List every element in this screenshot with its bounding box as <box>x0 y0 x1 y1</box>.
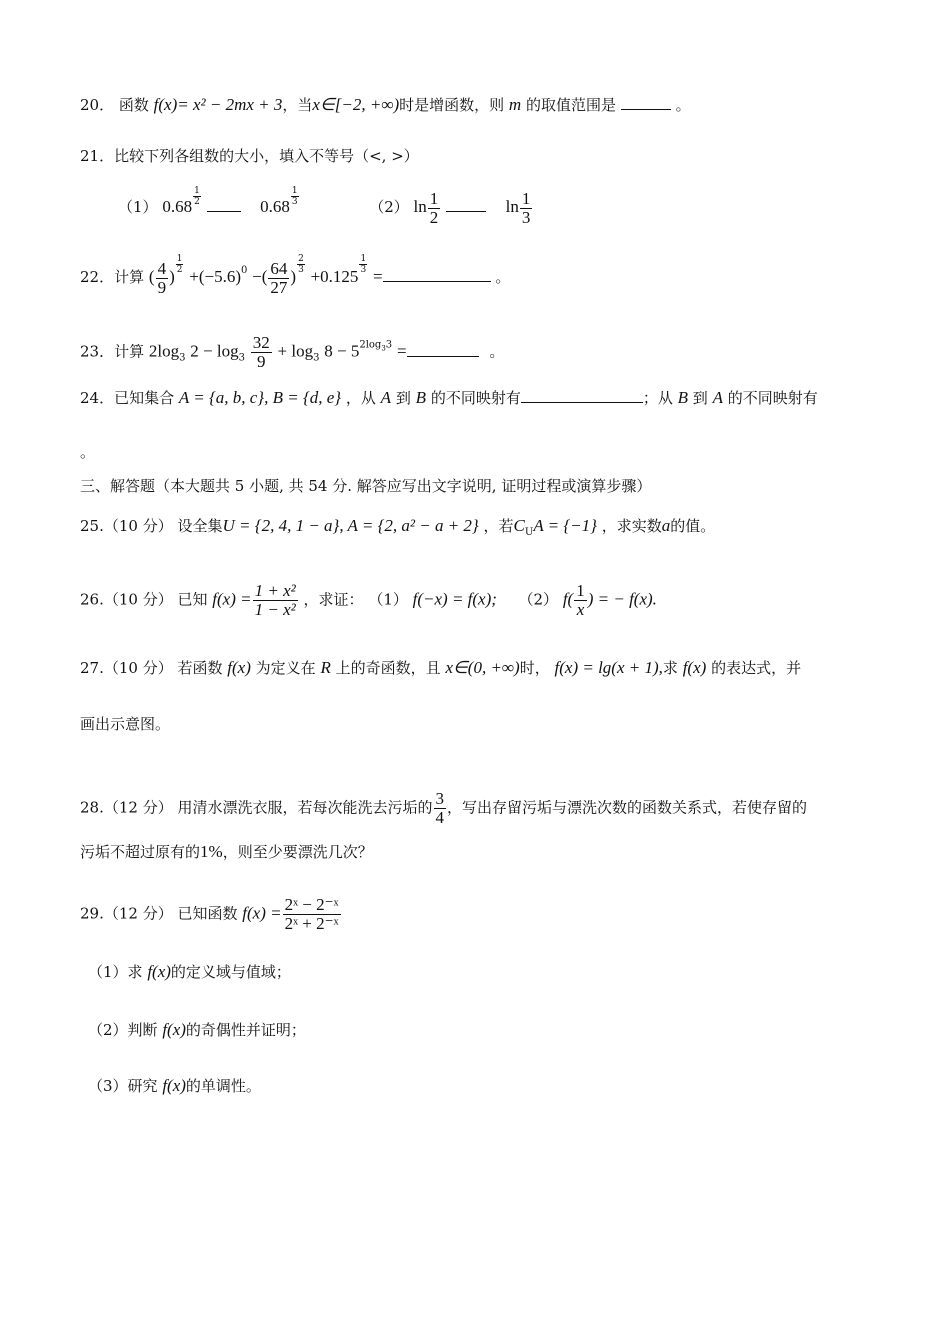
question-25 <box>80 516 715 543</box>
math-fx: f(x) <box>227 658 251 677</box>
denominator: 2 <box>429 207 439 227</box>
math-term: −( <box>252 267 268 286</box>
math-fx: f(x) <box>162 1076 186 1095</box>
part-label: （2） <box>369 198 409 216</box>
fraction <box>156 260 169 297</box>
math-symbol: C <box>513 516 525 535</box>
math-subscript: 3 <box>313 352 320 364</box>
question-number: 22． <box>80 268 115 286</box>
denominator: 1 − x² <box>254 600 296 619</box>
math-symbol: B <box>415 388 427 407</box>
math-fx: f(x) <box>682 658 707 677</box>
math-set: A = {a, b, c} <box>178 388 265 407</box>
question-text: 的不同映射有 <box>727 389 818 407</box>
math-fx: f(x) <box>153 95 178 114</box>
math-term: 2log <box>148 341 180 361</box>
fraction <box>574 582 587 619</box>
question-text: ，求证： <box>303 590 364 609</box>
question-24 <box>80 388 818 408</box>
punctuation: 。 <box>495 268 511 286</box>
question-text: 计算 <box>114 268 145 286</box>
question-text: 到 <box>692 389 708 407</box>
numerator: 3 <box>435 789 445 808</box>
punctuation: 。 <box>489 342 505 361</box>
part-label: （1） <box>368 590 408 609</box>
math-subscript: 3 <box>179 352 186 364</box>
exponent-fraction <box>193 186 201 207</box>
exponent-fraction <box>297 254 305 275</box>
denominator: 27 <box>270 277 288 297</box>
question-number: 28.（12 分） <box>80 798 173 817</box>
question-text: 函数 <box>118 96 149 114</box>
question-text: 画出示意图。 <box>80 715 171 733</box>
answer-blank[interactable] <box>207 197 241 212</box>
math-subscript: 3 <box>238 352 245 364</box>
math-term: ) <box>290 267 297 286</box>
math-exponent: 3 <box>385 339 393 351</box>
math-set: U = {2, 4, 1 − a} <box>222 516 340 535</box>
math-symbol: A <box>380 388 392 407</box>
math-set: , B = {d, e} <box>264 388 342 407</box>
exponent-fraction <box>176 254 184 275</box>
question-text: ，当 <box>282 96 313 114</box>
math-term: f(x) = <box>242 903 282 923</box>
part-label: （1）求 <box>88 963 143 981</box>
question-text: ，则至少要漂洗几次？ <box>222 843 373 861</box>
question-text: 为定义在 <box>255 659 316 677</box>
question-number: 26.（10 分） <box>80 590 173 609</box>
question-text: 已知函数 <box>177 904 238 923</box>
math-term: + log <box>277 341 314 361</box>
denominator: 3 <box>298 265 304 275</box>
question-29-part-2 <box>88 1020 306 1040</box>
question-21 <box>80 146 419 166</box>
math-term: ) = − f(x). <box>587 589 657 609</box>
denominator: 3 <box>291 197 298 207</box>
question-text: 时， <box>519 659 550 677</box>
denominator: 9 <box>157 277 167 297</box>
denominator: 4 <box>435 808 445 827</box>
math-expression: f(−x) = f(x); <box>412 589 497 609</box>
question-21-parts <box>118 186 533 227</box>
exponent-fraction <box>359 254 367 275</box>
question-26 <box>80 582 657 619</box>
math-set: , A = {2, a² − a + 2} <box>339 516 479 535</box>
part-label: （3）研究 <box>88 1077 158 1095</box>
question-text: 求 <box>662 659 678 677</box>
math-domain: x∈(0, +∞) <box>445 658 520 677</box>
denominator: 3 <box>521 207 531 227</box>
math-exponent-subscript: 3 <box>381 344 386 353</box>
question-text: 已知集合 <box>114 389 175 407</box>
question-text: ，从 <box>345 389 376 407</box>
numerator: 32 <box>252 333 270 352</box>
math-fx: f(x) <box>147 962 171 981</box>
numerator: 1 <box>429 188 439 208</box>
fraction <box>434 790 447 827</box>
math-term: +(−5.6) <box>189 267 241 286</box>
math-term: f( <box>562 589 574 609</box>
question-text: 比较下列各组数的大小，填入不等号（<, >） <box>114 147 419 165</box>
math-set: A = {−1} <box>533 516 597 535</box>
numerator: 64 <box>270 258 288 278</box>
question-number: 25.（10 分） <box>80 517 173 535</box>
denominator: 3 <box>360 265 367 275</box>
question-28 <box>80 790 807 827</box>
math-symbol: A <box>712 388 723 407</box>
answer-blank[interactable] <box>407 342 479 357</box>
math-symbol: B <box>677 388 689 407</box>
question-text: 的单调性。 <box>185 1077 261 1095</box>
question-number: 27.（10 分） <box>80 659 173 677</box>
denominator: x <box>576 600 585 619</box>
numerator: 2 <box>298 254 304 264</box>
fraction <box>268 260 289 297</box>
math-subscript: U <box>524 527 534 538</box>
question-text: 若函数 <box>177 659 223 677</box>
question-number: 21． <box>80 147 115 165</box>
question-text: 时是增函数，则 <box>399 96 505 114</box>
math-base: 0.68 <box>162 197 193 216</box>
question-24-continuation <box>80 442 95 462</box>
question-text: 上的奇函数，且 <box>335 659 441 677</box>
section-title <box>80 476 651 496</box>
math-symbol: R <box>320 658 331 677</box>
numerator: 1 + x² <box>254 581 296 600</box>
question-text: 污垢不超过原有的 <box>80 843 201 861</box>
math-term: +0.125 <box>310 267 359 286</box>
math-m: m <box>508 95 522 114</box>
question-text: 已知 <box>177 590 208 609</box>
question-text: ，若 <box>483 517 514 535</box>
question-number: 29.（12 分） <box>80 904 173 923</box>
question-20 <box>80 95 691 115</box>
denominator: 2ˣ + 2⁻ˣ <box>284 914 339 933</box>
question-text: 的表达式，并 <box>711 659 802 677</box>
math-expression: f(x) = lg(x + 1), <box>554 658 663 677</box>
question-29-part-3 <box>88 1076 261 1096</box>
math-base: 0.68 <box>260 197 290 216</box>
math-symbol: a <box>661 516 671 535</box>
denominator: 9 <box>257 352 266 371</box>
numerator: 1 <box>176 254 183 264</box>
math-term: f(x) = <box>212 589 252 609</box>
numerator: 1 <box>521 188 531 208</box>
question-28-continuation <box>80 842 373 862</box>
answer-blank[interactable] <box>446 197 486 212</box>
exponent-fraction <box>291 186 299 207</box>
answer-blank[interactable] <box>521 388 643 403</box>
fraction <box>428 190 441 227</box>
numerator: 1 <box>360 254 367 264</box>
math-ln: ln <box>413 197 427 216</box>
math-term: 8 − 5 <box>324 341 360 361</box>
numerator: 2ˣ − 2⁻ˣ <box>284 895 339 914</box>
question-number: 23． <box>80 342 115 361</box>
question-text: 的奇偶性并证明； <box>185 1021 306 1039</box>
math-term: 2 − log <box>190 341 239 361</box>
question-number: 20． <box>80 96 115 114</box>
question-text: 计算 <box>114 342 145 361</box>
math-exponent: 2log <box>359 339 382 351</box>
math-exponent: 0 <box>241 265 248 276</box>
math-fx: f(x) <box>162 1020 186 1039</box>
fraction <box>520 190 533 227</box>
question-27-continuation <box>80 714 170 734</box>
question-text: 设全集 <box>177 517 223 535</box>
question-number: 24． <box>80 389 115 407</box>
math-term: = <box>396 341 407 361</box>
question-text: 的不同映射有 <box>430 389 521 407</box>
section-heading: 三、解答题（本大题共 5 小题, 共 54 分. 解答应写出文字说明, 证明过程或演算步骤） <box>80 477 652 495</box>
fraction <box>251 334 272 371</box>
numerator: 1 <box>576 581 585 600</box>
question-22: 22．计算 ( $\frac{4}{9}$ ) $\frac{1}{2}$ $+(-5.6)^0$ −( $\frac{64}{27}$ ) $\frac{2}{3}$ +0.125 $\frac{1}{3}$ = 。 <box>80 254 511 297</box>
part-label: （2） <box>518 590 559 609</box>
math-domain: x∈[−2, +∞) <box>312 95 400 114</box>
question-text: 的取值范围是 <box>525 96 616 114</box>
numerator: 1 <box>194 186 200 196</box>
fraction <box>253 582 298 619</box>
answer-blank[interactable] <box>621 95 671 110</box>
math-percent: 1% <box>200 842 223 861</box>
answer-blank[interactable] <box>383 267 491 282</box>
question-text: 到 <box>395 389 411 407</box>
numerator: 1 <box>291 186 298 196</box>
numerator: 4 <box>157 258 167 278</box>
math-term: = <box>372 267 383 286</box>
question-text: ；从 <box>642 389 673 407</box>
question-text: 用清水漂洗衣服，若每次能洗去污垢的 <box>177 798 433 817</box>
punctuation: 。 <box>675 96 691 114</box>
question-23 <box>80 334 504 371</box>
question-text: ，写出存留污垢与漂洗次数的函数关系式，若使存留的 <box>447 798 808 817</box>
fraction <box>283 896 341 933</box>
question-29 <box>80 896 342 933</box>
punctuation: 。 <box>80 443 96 461</box>
question-text: ，求实数 <box>601 517 662 535</box>
question-27 <box>80 658 801 678</box>
math-expression: = x² − 2mx + 3 <box>177 95 283 114</box>
denominator: 2 <box>194 197 200 207</box>
question-text: 的定义域与值域； <box>170 963 291 981</box>
math-ln: ln <box>505 197 519 216</box>
part-label: （2）判断 <box>88 1021 158 1039</box>
question-text: 的值。 <box>670 517 716 535</box>
question-29-part-1 <box>88 962 291 982</box>
denominator: 2 <box>176 265 183 275</box>
part-label: （1） <box>118 198 158 216</box>
